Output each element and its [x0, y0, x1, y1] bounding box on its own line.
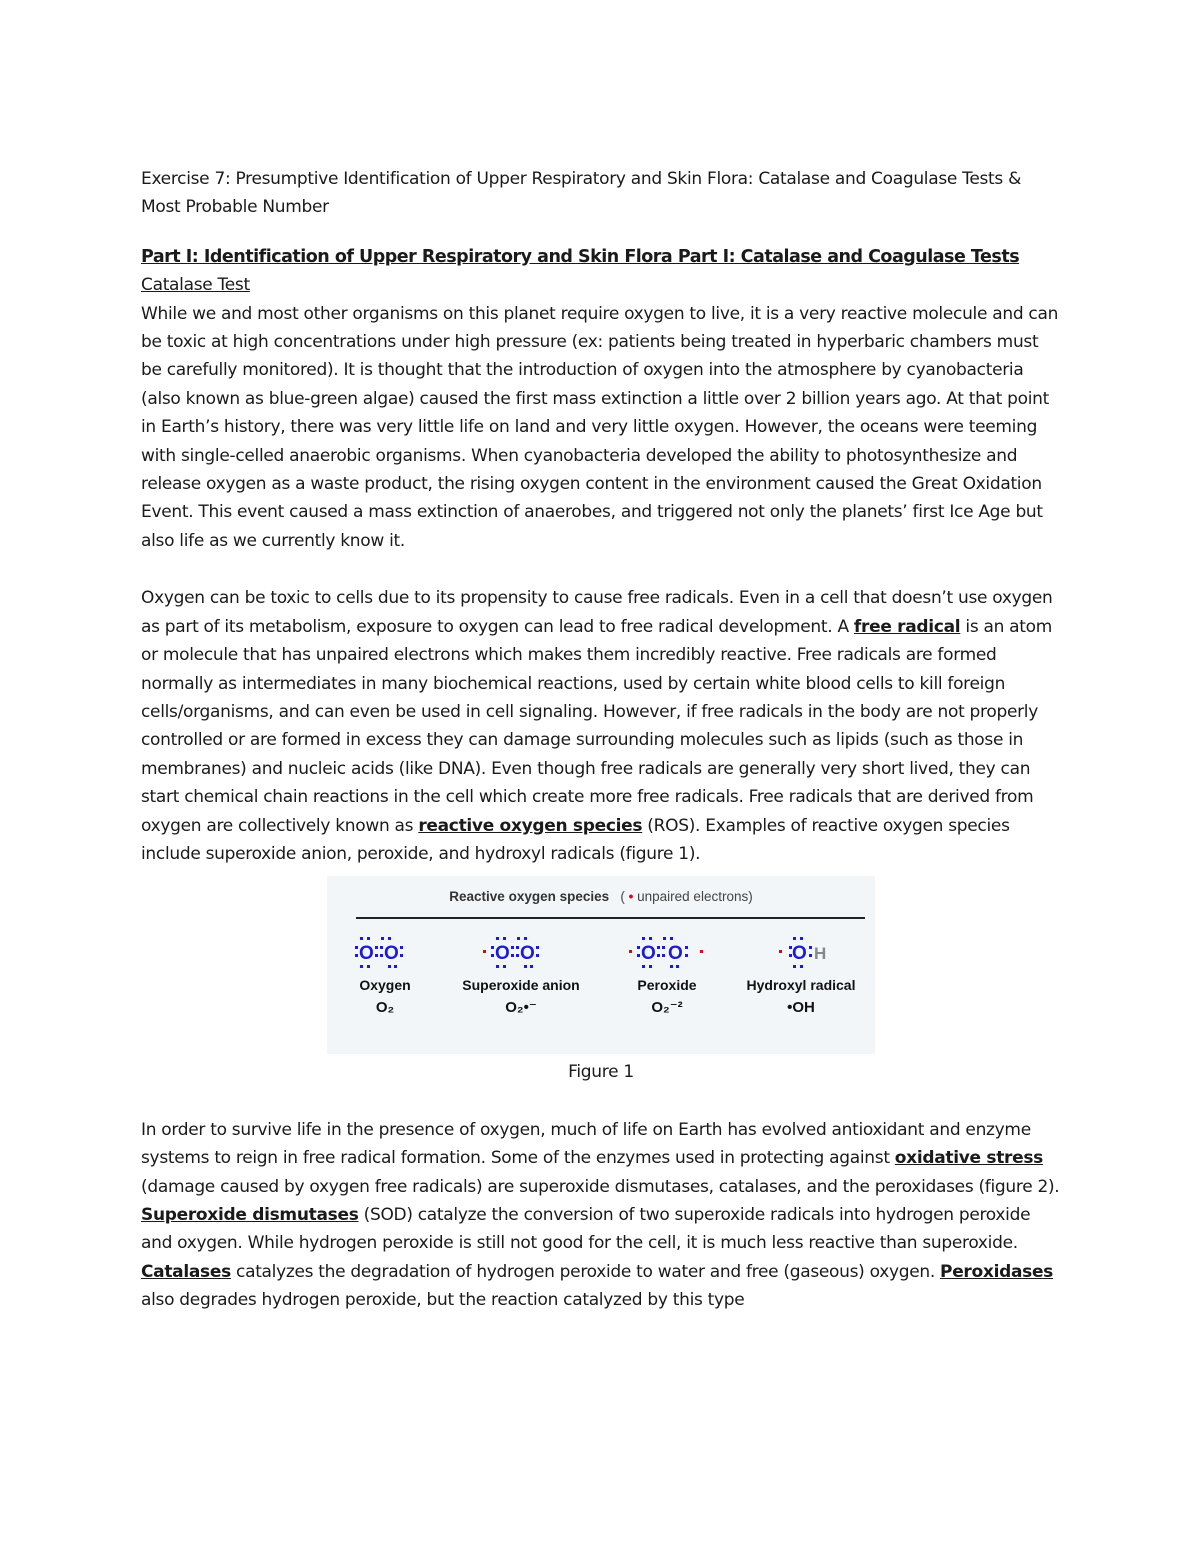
svg-text:O: O [792, 943, 807, 965]
svg-text:O: O [668, 943, 683, 965]
part-heading: Part I: Identification of Upper Respiratory and Skin Flora Part I: Catalase and Coagulase Tests [141, 246, 1020, 267]
species-superoxide-anion [446, 934, 596, 1018]
term-oxidative-stress: oxidative stress [894, 1148, 1043, 1169]
svg-text:O: O [520, 943, 535, 965]
species-oxygen [310, 934, 460, 1018]
term-reactive-oxygen-species: reactive oxygen species [418, 815, 643, 836]
text-run: (damage caused by oxygen free radicals) are superoxide dismutases, catalases, and the peroxidases (figure 2). [141, 1176, 1060, 1197]
figure-note [620, 889, 752, 904]
exercise-title: Exercise 7: Presumptive Identification of Upper Respiratory and Skin Flora: Catalase and Coagulase Tests & Most Probable Number [141, 169, 1022, 218]
figure-caption: Figure 1 [568, 1062, 634, 1083]
lewis-structure-hydroxyl-icon [726, 934, 876, 970]
figure-reactive-oxygen-species [327, 876, 875, 1054]
svg-text:O: O [359, 943, 374, 965]
document-body [141, 165, 1061, 1315]
text-run: In order to survive life in the presence of oxygen, much of life on Earth has evolved antioxidant and enzyme systems to reign in free radical formation. Some of the enzymes used in protecting against [141, 1119, 1031, 1169]
species-formula: O₂⁻² [651, 999, 683, 1017]
paragraph-free-radicals [141, 584, 1061, 868]
species-name: Superoxide anion [462, 977, 580, 994]
figure-title [327, 888, 875, 906]
species-hydroxyl-radical [726, 934, 876, 1018]
term-superoxide-dismutases: Superoxide dismutases [141, 1204, 359, 1225]
term-catalases: Catalases [141, 1261, 231, 1282]
figure-divider [356, 917, 865, 919]
species-formula: O₂ [375, 999, 395, 1017]
paragraph-antioxidant-enzymes [141, 1116, 1061, 1315]
species-name: Oxygen [359, 977, 411, 994]
lewis-structure-oxygen-icon [310, 934, 460, 970]
catalase-test-heading: Catalase Test [141, 275, 250, 296]
term-peroxidases: Peroxidases [940, 1261, 1053, 1282]
svg-text:H: H [814, 944, 827, 964]
note-text: unpaired electrons) [633, 889, 753, 905]
text-run: Oxygen can be toxic to cells due to its propensity to cause free radicals. Even in a cell that doesn’t use oxygen as part of its metabolism, exposure to oxygen can lead to free radical development. A [141, 588, 1053, 637]
lewis-structure-superoxide-icon [446, 934, 596, 970]
unpaired-electron-dot-icon: • [628, 889, 634, 905]
species-name: Peroxide [637, 977, 697, 994]
svg-text:O: O [495, 943, 510, 965]
species-formula: O₂•⁻ [505, 999, 537, 1017]
figure-title-text: Reactive oxygen species [449, 889, 610, 905]
term-free-radical: free radical [853, 616, 961, 637]
lewis-structure-peroxide-icon [592, 934, 742, 970]
note-open: ( [620, 889, 625, 905]
text-run: also degrades hydrogen peroxide, but the reaction catalyzed by this type [141, 1290, 745, 1311]
text-run: catalyzes the degradation of hydrogen peroxide to water and free (gaseous) oxygen. [230, 1261, 941, 1282]
text-run: (SOD) catalyze the conversion of two superoxide radicals into hydrogen peroxide and oxygen. While hydrogen peroxide is still not good for the cell, it is much less reactive than superoxide. [141, 1204, 1031, 1254]
paragraph-oxygen-history: While we and most other organisms on this planet require oxygen to live, it is a very reactive molecule and can be toxic at high concentrations under high pressure (ex: patients being treated in hyperbaric chambers must be carefully monitored). It is thought that the introduction of oxygen into the atmosphere by cyanobacteria (also known as blue-green algae) caused the first mass extinction a little over 2 billion years ago. At that point in Earth’s history, there was very little life on land and very little oxygen. However, the oceans were teeming with single-celled anaerobic organisms. When cyanobacteria developed the ability to photosynthesize and release oxygen as a waste product, the rising oxygen content in the environment caused the Great Oxidation Event. This event caused a mass extinction of anaerobes, and triggered not only the planets’ first Ice Age but also life as we currently know it. [141, 303, 1059, 551]
text-run: (ROS). Examples of reactive oxygen species include superoxide anion, peroxide, and hydroxyl radicals (figure 1). [141, 815, 1010, 864]
species-formula: •OH [787, 999, 815, 1017]
text-run: is an atom or molecule that has unpaired electrons which makes them incredibly reactive. Free radicals are formed normally as intermediates in many biochemical reactions, used by certain white blood cells to kill foreign cells/organisms, and can even be used in cell signaling. However, if free radicals in the body are not properly controlled or are formed in excess they can damage surrounding molecules such as lipids (such as those in membranes) and nucleic acids (like DNA). Even though free radicals are generally very short lived, they can start chemical chain reactions in the cell which create more free radicals. Free radicals that are derived from oxygen are collectively known as [141, 616, 1053, 836]
svg-text:O: O [384, 943, 399, 965]
species-peroxide [592, 934, 742, 1018]
svg-text:O: O [641, 943, 656, 965]
species-name: Hydroxyl radical [746, 977, 856, 994]
